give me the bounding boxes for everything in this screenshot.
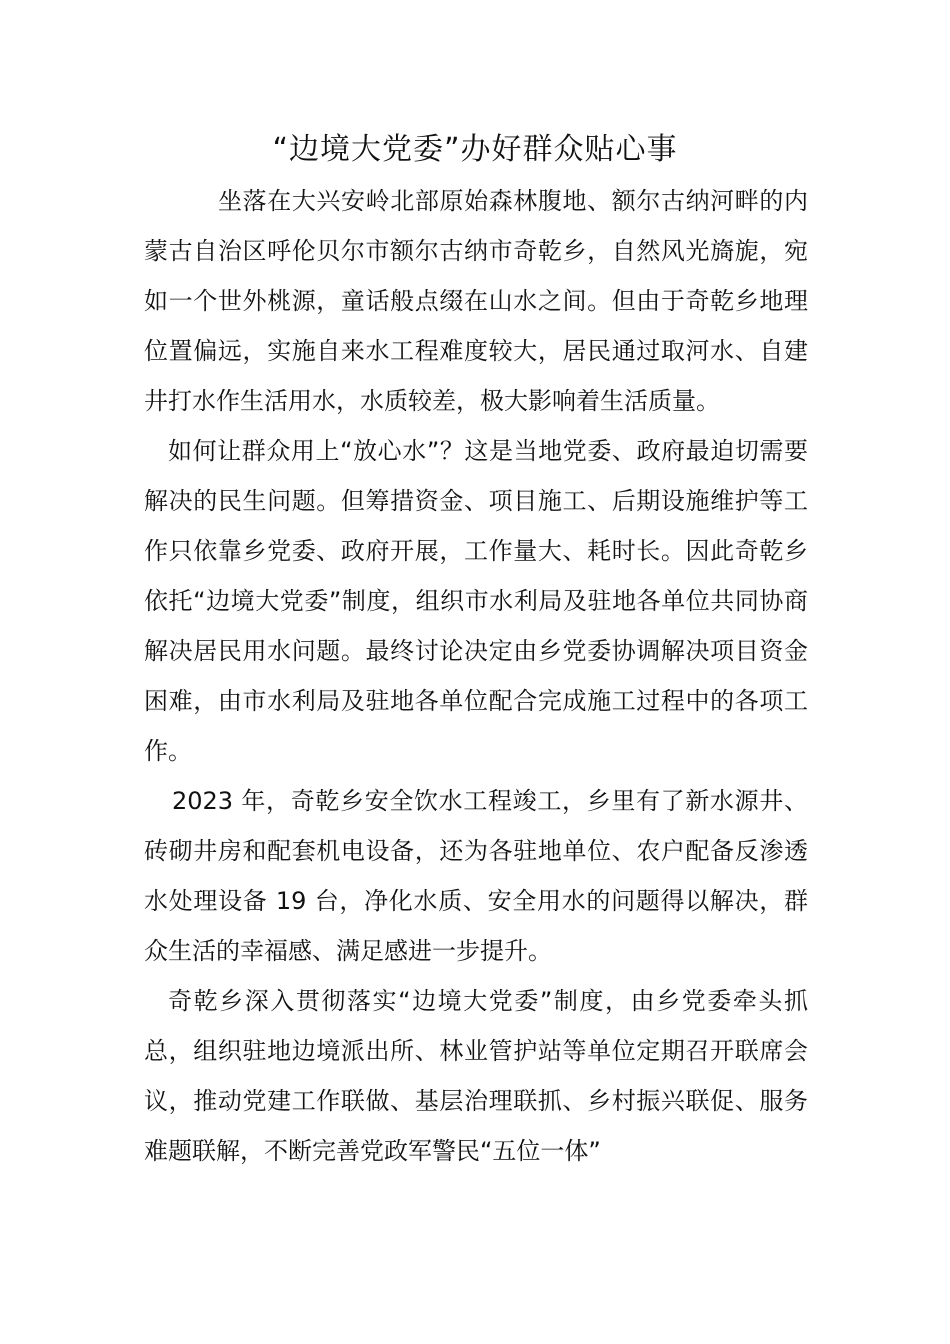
document-title: “边境大党委”办好群众贴心事	[272, 132, 678, 167]
paragraph-3: 2023 年，奇乾乡安全饮水工程竣工，乡里有了新水源井、砖砌井房和配套机电设备，还为各驻地单位、农户配备反渗透水处理设备 19 台，净化水质、安全用水的问题得以解决，群众生活的幸福感、满足感进一步提升。	[144, 787, 808, 965]
paragraph-4: 奇乾乡深入贯彻落实“边境大党委”制度，由乡党委牵头抓总，组织驻地边境派出所、林业管护站等单位定期召开联席会议，推动党建工作联做、基层治理联抓、乡村振兴联促、服务难题联解，不断完善党政军警民“五位一体”	[144, 987, 808, 1165]
paragraph-1: 坐落在大兴安岭北部原始森林腹地、额尔古纳河畔的内蒙古自治区呼伦贝尔市额尔古纳市奇乾乡，自然风光旖旎，宛如一个世外桃源，童话般点缀在山水之间。但由于奇乾乡地理位置偏远，实施自来水工程难度较大，居民通过取河水、自建井打水作生活用水，水质较差，极大影响着生活质量。	[144, 187, 808, 415]
paragraph-2: 如何让群众用上“放心水”？这是当地党委、政府最迫切需要解决的民生问题。但筹措资金、项目施工、后期设施维护等工作只依靠乡党委、政府开展，工作量大、耗时长。因此奇乾乡依托“边境大党委”制度，组织市水利局及驻地各单位共同协商解决居民用水问题。最终讨论决定由乡党委协调解决项目资金困难，由市水利局及驻地各单位配合完成施工过程中的各项工作。	[144, 437, 808, 765]
document-body	[144, 176, 808, 1176]
